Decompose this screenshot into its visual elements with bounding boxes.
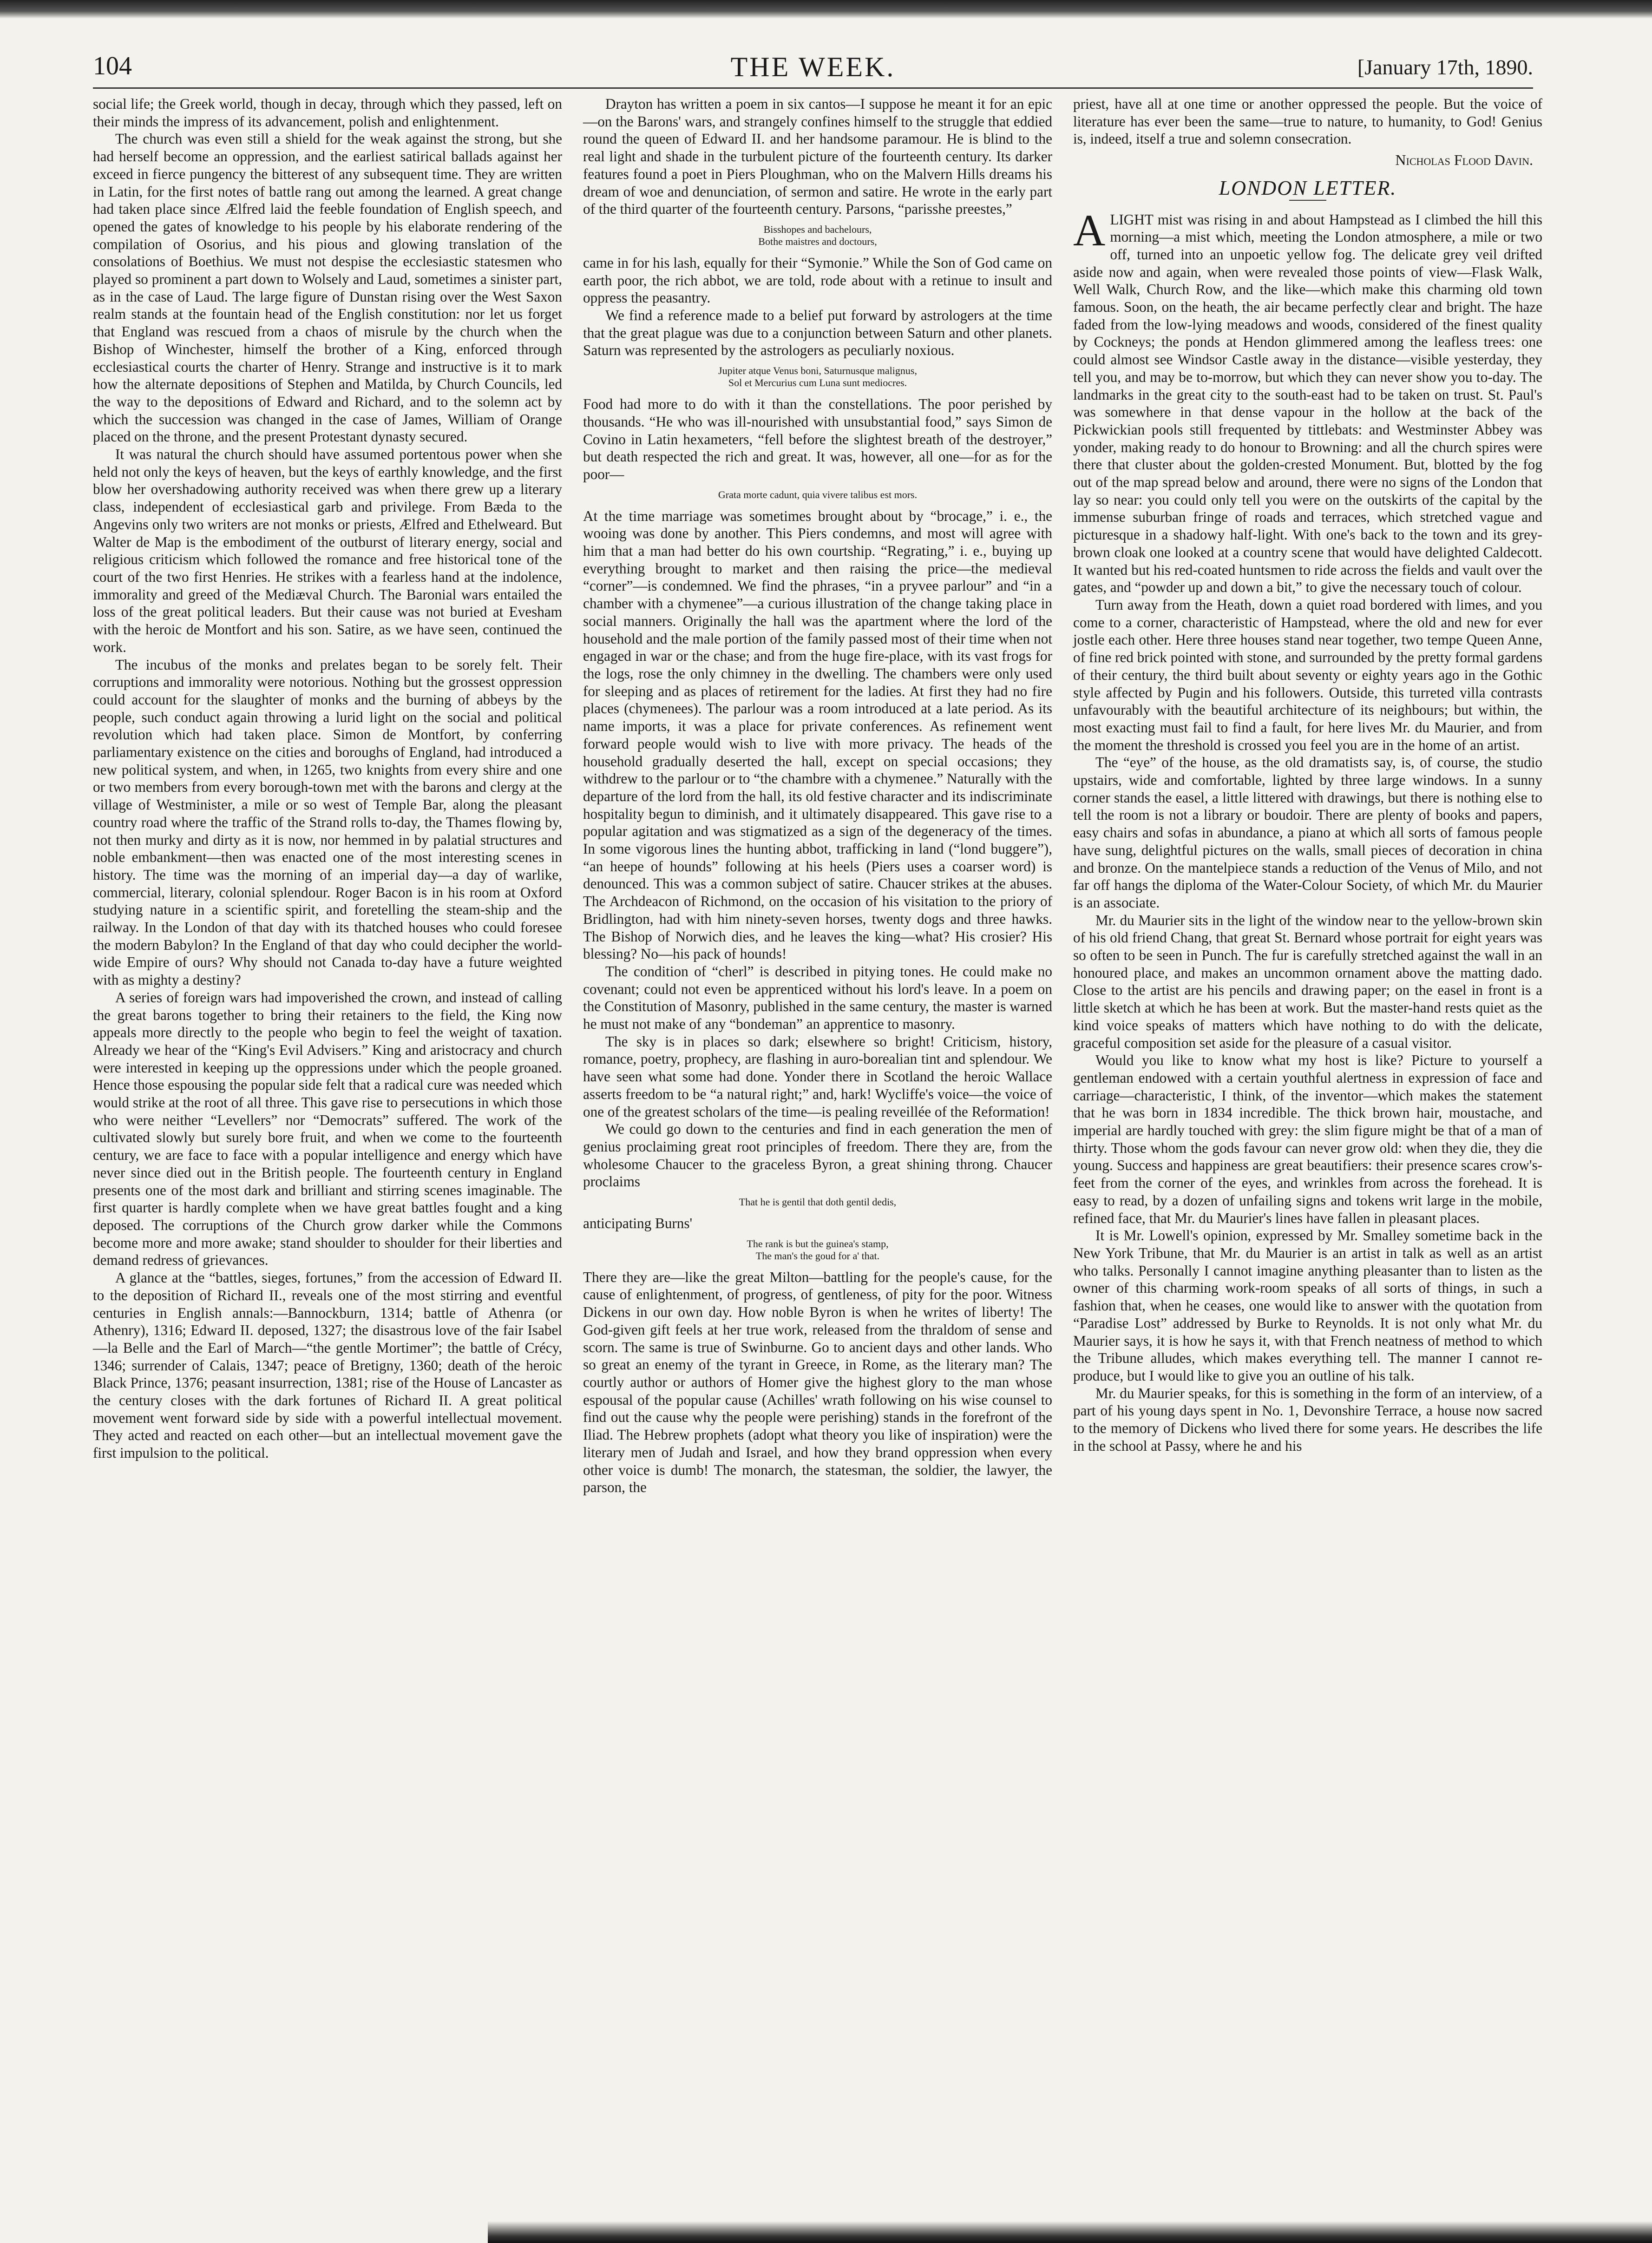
column-1 [93, 95, 562, 1462]
paragraph: The condition of “cherl” is described in pitying tones. He could make no covenant; could not even be apprenticed without his lord's leave. In a poem on the Constitution of Masonry, published in the same century, the master is warned he must not make of any “bondeman” an apprentice to masonry. [583, 963, 1052, 1033]
paragraph: came in for his lash, equally for their “Symonie.” While the Son of God came on earth poor, the rich abbot, we are told, rode about with a retinue to insult and oppress the peasantry. [583, 254, 1052, 306]
publication-title: THE WEEK. [730, 52, 896, 82]
verse-line: Jupiter atque Venus boni, Saturnusque malignus, [718, 365, 917, 377]
column-2 [583, 95, 1052, 1496]
verse-line: The man's the goud for a' that. [755, 1250, 880, 1262]
verse-line: The rank is but the guinea's stamp, [747, 1237, 889, 1250]
paragraph: A glance at the “battles, sieges, fortunes,” from the accession of Edward II. to the deposition of Richard II., reveals one of the most stirring and eventful centuries in English annals:—Bannockburn, 1314; battle of Athenra (or Athenry), 1316; Edward II. deposed, 1327; the disastrous love of the fair Isabel—la Belle and the Earl of March—“the gentle Mortimer”; the battle of Crécy, 1346; surrender of Calais, 1347; peace of Bretigny, 1360; death of the heroic Black Prince, 1376; peasant insurrection, 1381; rise of the House of Lancaster as the century closes with the dark fortunes of Richard II. A great political movement went forward side by side with a powerful intellectual movement. They acted and reacted on each other—but an intellectual movement gave the first impulsion to the political. [93, 1269, 562, 1461]
verse-quote [583, 489, 1052, 501]
paragraph: social life; the Greek world, though in decay, through which they passed, left on their minds the impress of its advancement, polish and enlightenment. [93, 96, 562, 130]
paragraph: There they are—like the great Milton—battling for the people's cause, for the cause of enlightenment, of progress, of gentleness, of pity for the poor. Witness Dickens in our own day. How noble Byron is when he writes of liberty! The God-given gift feels at her true work, released from the thraldom of sense and scorn. The same is true of Swinburne. Go to ancient days and other lands. Who so great an enemy of the tyrant in Greece, in Rome, as the literary man? The courtly author or authors of Homer give the highest glory to the man whose espousal of the popular cause (Achilles' wrath following on his wise counsel to find out the cause why the people were perishing) stands in the forefront of the Iliad. The Hebrew prophets (adopt what theory you like of inspiration) were the literary men of Judah and Israel, and how they brand oppression when every other voice is dumb! The monarch, the statesman, the soldier, the lawyer, the parson, the [583, 1269, 1052, 1496]
page-header [93, 51, 1533, 84]
verse-quote [583, 365, 1052, 389]
paragraph: Food had more to do with it than the constellations. The poor perished by thousands. “He who was ill-nourished with unsubstantial food,” says Simon de Covino in Latin hexameters, “fell before the slightest breath of the destroyer,” but death respected the rich and great. It was, however, all one—for as for the poor— [583, 396, 1052, 482]
paragraph [1073, 205, 1542, 596]
paragraph: Turn away from the Heath, down a quiet road bordered with limes, and you come to a corner, characteristic of Hampstead, where the old and new for ever jostle each other. Here three houses stand near together, two tempe Queen Anne, of fine red brick pointed with stone, and surrounded by the pretty formal gardens of their century, the third built about seventy or eighty years ago in the Gothic style affected by Pugin and his followers. Outside, this turreted villa contrasts unfavourably with the beautiful architecture of its neighbours; but within, the most exacting must fail to find a fault, for here lives Mr. du Maurier, and from the moment the threshold is crossed you feel you are in the home of an artist. [1073, 596, 1542, 753]
column-3 [1073, 95, 1542, 1454]
headline-rule [1289, 200, 1326, 201]
paragraph: priest, have all at one time or another oppressed the people. But the voice of literature has ever been the same—true to nature, to humanity, to God! Genius is, indeed, itself a true and solemn consecration. [1073, 96, 1542, 147]
verse-quote [583, 1196, 1052, 1208]
verse-line: Bisshopes and bachelours, [763, 223, 872, 235]
verse-line: Bothe maistres and doctours, [758, 235, 877, 247]
paragraph: Mr. du Maurier sits in the light of the window near to the yellow-brown skin of his old friend Chang, that great St. Bernard whose portrait for eight years was so often to be seen in Punch. The fur is carefully stretched against the wall in an honoured place, and makes an uncommon ornament above the matting dado. Close to the artist are his pencils and drawing paper; on the easel in front is a little sketch at which he has been at work. But the master-hand rests quiet as the kind voice speaks of matters which have nothing to do with the delicate, graceful composition set aside for the pleasure of a casual visitor. [1073, 912, 1542, 1051]
paragraph: Drayton has written a poem in six cantos—I suppose he meant it for an epic—on the Barons' wars, and strangely confines himself to the struggle that eddied round the queen of Edward II. and her handsome paramour. He is blind to the real light and shade in the turbulent picture of the fourteenth century. Its darker features found a poet in Piers Ploughman, who on the Malvern Hills dreams his dream of woe and denunciation, of sermon and satire. He wrote in the early part of the third quarter of the fourteenth century. Parsons, “parisshe preestes,” [583, 96, 1052, 217]
scan-edge-bottom [488, 2221, 1652, 2243]
paragraph-text: LIGHT mist was rising in and about Hampstead as I climbed the hill this morning—a mist which, meeting the London atmosphere, a mile or two off, turned into an unpoetic yellow fog. The delicate grey veil drifted aside now and again, when were revealed those points of view—Flask Walk, Well Walk, Church Row, and the like—which make this charming old town famous. Soon, on the heath, the air became perfectly clear and bright. The haze faded from the low-lying meadows and woods, considered of the finest quality by Cockneys; the ponds at Hendon glimmered among the leafless trees: one could almost see Windsor Castle away in the distance—visible yesterday, they tell you, and may be to-morrow, but which they can never show you to-day. The landmarks in the great city to the south-east had to be taken on trust. St. Paul's was somewhere in that dense vapour in the hollow at the back of the Pickwickian pools still frequented by tittlebats: and Westminster Abbey was yonder, making ready to do honour to Browning: and all the church spires were there that cluster about the golden-crested Monument. But, blotted by the fog out of the map spread below and around, there were no signs of the London that lay so near: you could only tell you were on the outskirts of the capital by the immense suburban fringe of roads and terraces, which stretched vague and picturesque in a shadowy half-light. With one's back to the town and its grey-brown cloak one looked at a country scene that would have delighted Caldecott. It wanted but his red-coated huntsmen to ride across the fields and vault over the gates, and “powder up and down a bit,” to give the necessary touch of colour. [1073, 211, 1542, 596]
paragraph: We could go down to the centuries and find in each generation the men of genius proclaiming great root principles of freedom. There they are, from the wholesome Chaucer to the graceless Byron, a great shining throng. Chaucer proclaims [583, 1121, 1052, 1190]
page-number: 104 [93, 52, 132, 80]
paragraph: The church was even still a shield for the weak against the strong, but she had herself become an oppression, and the earliest satirical ballads against her exceed in fierce pungency the bitterest of any subsequent time. They are written in Latin, for the first notes of battle rang out among the learned. A great change had taken place since Ælfred laid the feeble foundation of English speech, and opened the gates of knowledge to his people by his elaborate rendering of the compilation of Osorius, and his pious and glowing translation of the consolations of Boethius. We must not despise the ecclesiastic statesmen who played so prominent a part down to Wolsely and Laud, sometimes a sinister part, as in the case of Laud. The large figure of Dunstan rising over the West Saxon realm stands at the fountain head of the English constitution: nor let us forget that England was rescued from a chaos of misrule by the church when the Bishop of Winchester, himself the brother of a King, enforced through ecclesiastical courts the charter of Henry. Strange and instructive is it to mark how the alternate depositions of Stephen and Matilda, by Church Councils, led the way to the depositions of Edward and Richard, and to the solemn act by which the succession was changed in the case of James, William of Orange placed on the throne, and the present Protestant dynasty secured. [93, 131, 562, 445]
paragraph: The incubus of the monks and prelates began to be sorely felt. Their corruptions and immorality were notorious. Nothing but the grossest oppression could account for the slaughter of monks and the burning of abbeys by the people, such conduct again throwing a lurid light on the social and political revolution which had taken place. Simon de Montfort, by conferring parliamentary existence on the cities and boroughs of England, had introduced a new political system, and when, in 1265, two knights from every shire and one or two members from every borough-town met with the barons and clergy at the village of Westminister, a mile or so west of Temple Bar, along the pleasant country road where the traffic of the Strand rolls to-day, the Thames flowing by, not then murky and dirty as it is now, nor hemmed in by palatial structures and noble embankment—then was enacted one of the most interesting scenes in history. The time was the morning of an imperial day—a day of warlike, commercial, literary, colonial splendour. Roger Bacon is in his room at Oxford studying nature in a scientific spirit, and foretelling the steam-ship and the railway. In the London of that day with its thatched houses who could foresee the modern Babylon? In the England of that day who could decipher the world-wide Empire of ours? Why should not Canada to-day have a future weighted with as mighty a destiny? [93, 656, 562, 988]
paragraph: Would you like to know what my host is like? Picture to yourself a gentleman endowed with a certain youthful alertness in expression of face and carriage—characteristic, I think, of the inventor—which makes the statement that he was born in 1834 incredible. The thick brown hair, moustache, and imperial are hardly touched with grey: the slim figure might be that of a man of thirty. Those whom the gods favour can never grow old: when they die, they die young. Success and happiness are great beautifiers: their presence scares crow's-feet from the corner of the eyes, and wrinkles from across the forehead. It is easy to read, by a dozen of unfailing signs and tokens writ large in the mobile, refined face, that Mr. du Maurier's lines have fallen in pleasant places. [1073, 1052, 1542, 1226]
paragraph: It was natural the church should have assumed portentous power when she held not only the keys of heaven, but the keys of earthly knowledge, and the first blow her overshadowing authority received was when there grew up a literary class, independent of ecclesiastical garb and privilege. From Bæda to the Angevins only two writers are not monks or priests, Ælfred and Ethelweard. But Walter de Map is the embodiment of the outburst of literary energy, social and religious criticism which followed the romance and free historical tone of the court of the two first Henries. He strikes with a fearless hand at the indolence, immorality and greed of the Mediæval Church. The Baronial wars entailed the loss of the great political leaders. But their cause was not buried at Evesham with the heroic de Montfort and his son. Satire, as we have seen, continued the work. [93, 446, 562, 655]
verse-quote [583, 224, 1052, 248]
drop-cap: A [1073, 205, 1106, 255]
paragraph: It is Mr. Lowell's opinion, expressed by Mr. Smalley sometime back in the New York Tribune, that Mr. du Maurier is an artist in talk as well as an artist who talks. Personally I cannot imagine anything pleasanter than to listen as the owner of this charming work-room speaks of all sorts of things, in such a fashion that, when he ceases, one would like to answer with the quotation from “Paradise Lost” addressed by Burke to Reynolds. It is not only what Mr. du Maurier says, it is how he says it, with that French neatness of method to which the Tribune alludes, which makes everything tell. The manner I cannot re-produce, but I would like to give you an outline of his talk. [1073, 1227, 1542, 1384]
author-signature: Nicholas Flood Davin. [1395, 151, 1533, 169]
paragraph: A series of foreign wars had impoverished the crown, and instead of calling the great barons together to bring their retainers to the field, the King now appeals more directly to the people who begin to feel the weight of taxation. Already we hear of the “King's Evil Advisers.” King and aristocracy and church were interested in keeping up the oppressions under which the people groaned. Hence those espousing the popular side felt that a radical cure was needed which would strike at the root of all three. This gave rise to persecutions in which those who were neither “Levellers” nor “Democrats” suffered. The work of the cultivated slowly but surely bore fruit, and when we come to the fourteenth century, we are face to face with a popular intelligence and energy which have never since died out in the British people. The fourteenth century in England presents one of the most dark and brilliant and stirring scenes imaginable. The first quarter is hardly complete when we have great battles fought and a king deposed. The corruptions of the Church grow darker while the Commons become more and more awake; stand shoulder to shoulder for their liberties and demand redress of grievances. [93, 989, 562, 1269]
verse-line: Sol et Mercurius cum Luna sunt mediocres. [728, 377, 907, 389]
scan-edge-top [0, 0, 1652, 19]
verse-line: That he is gentil that doth gentil dedis, [739, 1196, 897, 1208]
verse-quote [583, 1238, 1052, 1262]
paragraph: The sky is in places so dark; elsewhere so bright! Criticism, history, romance, poetry, prophecy, are flashing in auro-borealian tint and splendour. We have seen what some had done. Yonder there in Scotland the heroic Wallace asserts freedom to be “a natural right;” and, hark! Wycliffe's voice—the voice of one of the greatest scholars of the time—is pealing reveillée of the Reformation! [583, 1033, 1052, 1120]
paragraph: At the time marriage was sometimes brought about by “brocage,” i. e., the wooing was done by another. This Piers condemns, and most will agree with him that a man had better do his own courtship. “Regrating,” i. e., buying up everything brought to market and then raising the price—the medieval “corner”—is condemned. We find the phrases, “in a pryvee parlour” and “in a chamber with a chymenee”—a curious illustration of the change taking place in social manners. Originally the hall was the apartment where the lord of the household and the male portion of the family passed most of their time when not engaged in war or the chase; and from the huge fire-place, with its vast frogs for the logs, rose the only chimney in the dwelling. The chambers were only used for sleeping and as places of retirement for the ladies. At first they had no fire places (chymenees). The parlour was a room introduced at a late period. As its name imports, it was a place for private conferences. As refinement went forward people would wish to live with more privacy. The heads of the household gradually deserted the hall, except on special occasions; they withdrew to the parlour or to “the chambre with a chymenee.” Naturally with the departure of the lord from the hall, its old festive character and its indiscriminate hospitality begun to diminish, and it ultimately disappeared. This gave rise to a popular agitation and was stigmatized as a sign of the degeneracy of the times. In some vigorous lines the hunting abbot, trafficking in land (“lond buggere”), “an heepe of hounds” following at his heels (Piers uses a coarser word) is denounced. This was a common subject of satire. Chaucer strikes at the abuses. The Archdeacon of Richmond, on the occasion of his visitation to the priory of Bridlington, had with him ninety-seven horses, twenty dogs and three hawks. The Bishop of Norwich dies, and he leaves the king—what? His crosier? His blessing? No—his pack of hounds! [583, 507, 1052, 962]
paragraph: The “eye” of the house, as the old dramatists say, is, of course, the studio upstairs, wide and comfortable, lighted by three large windows. In a sunny corner stands the easel, a little littered with drawings, but there is nothing else to tell the room is not a library or boudoir. There are plenty of books and papers, easy chairs and sofas in abundance, a piano at which all sorts of famous people have sung, delightful pictures on the walls, small pieces of decoration in china and bronze. On the mantelpiece stands a reduction of the Venus of Milo, and not far off hangs the diploma of the Water-Colour Society, of which Mr. du Maurier is an associate. [1073, 754, 1542, 911]
verse-line: Grata morte cadunt, quia vivere talibus est mors. [718, 488, 918, 500]
paragraph: anticipating Burns' [583, 1215, 693, 1232]
header-rule [93, 87, 1533, 89]
article-headline: LONDON LETTER. [1219, 176, 1397, 199]
issue-date: [January 17th, 1890. [1357, 55, 1533, 79]
paragraph: We find a reference made to a belief put forward by astrologers at the time that the great plague was due to a conjunction between Saturn and other planets. Saturn was represented by the astrologers as peculiarly noxious. [583, 307, 1052, 359]
paragraph: Mr. du Maurier speaks, for this is something in the form of an interview, of a part of his young days spent in No. 1, Devonshire Terrace, a house now sacred to the memory of Dickens who lived there for some years. He describes the life in the school at Passy, where he and his [1073, 1385, 1542, 1454]
